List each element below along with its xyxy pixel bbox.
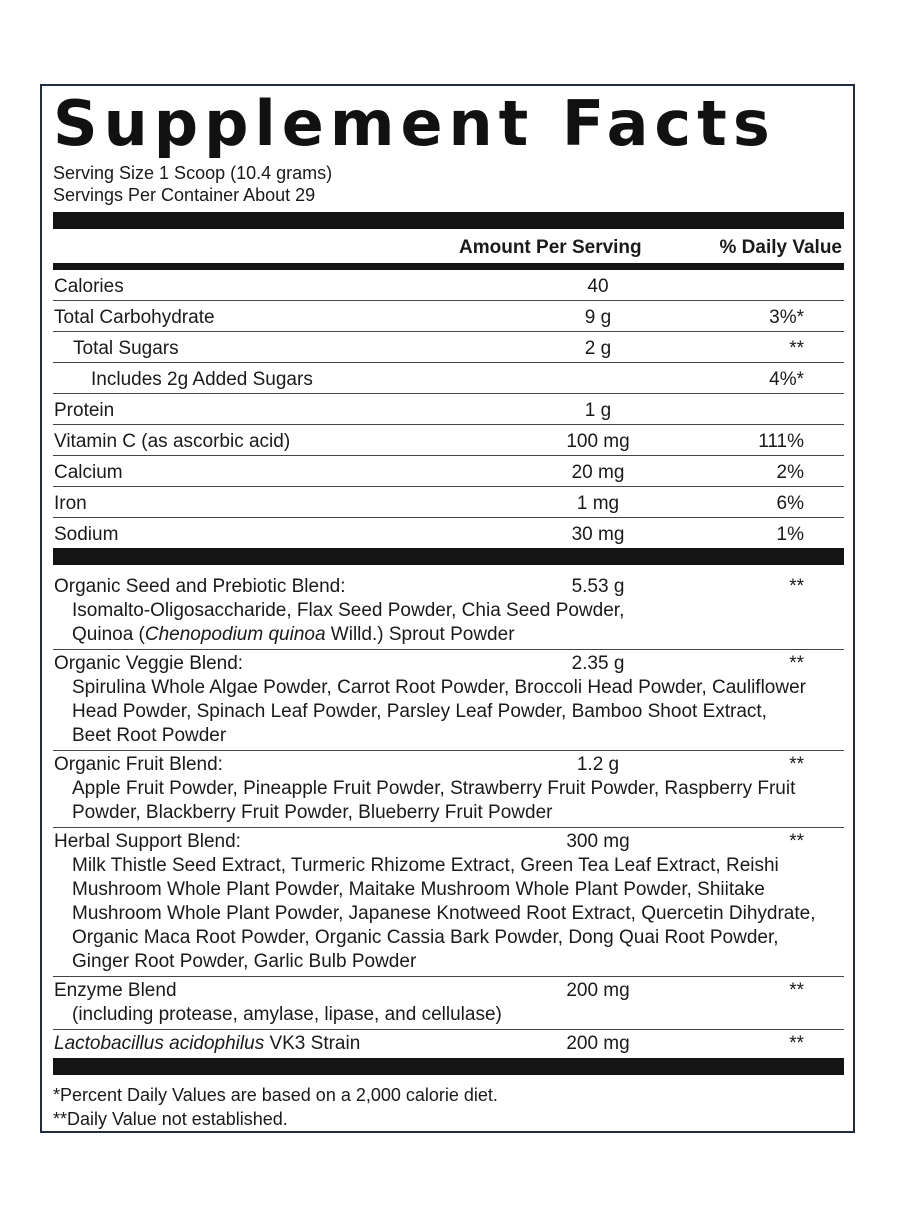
footnote-not-established: **Daily Value not established.	[53, 1109, 288, 1129]
serving-info	[53, 162, 844, 206]
blend-ingredients-line: Mushroom Whole Plant Powder, Japanese Knotweed Root Extract, Quercetin Dihydrate,	[72, 903, 816, 924]
blend-amount: 300 mg	[566, 831, 630, 852]
blend-name: Organic Fruit Blend:	[54, 754, 223, 775]
blend-name: Organic Veggie Blend:	[54, 653, 244, 674]
nutrient-amount: 30 mg	[571, 524, 625, 545]
nutrient-daily-value: **	[789, 338, 804, 359]
supplement-facts-panel	[40, 84, 855, 1133]
blend-ingredients-line: Powder, Blackberry Fruit Powder, Blueberry Fruit Powder	[72, 802, 553, 823]
blend-row-lactobacillus	[53, 1030, 844, 1058]
blend-ingredients-line: (including protease, amylase, lipase, and cellulase)	[72, 1004, 502, 1025]
nutrient-label: Sodium	[54, 524, 119, 545]
blend-daily-value: **	[789, 980, 804, 1001]
nutrient-amount: 9 g	[584, 307, 612, 328]
blend-name: Herbal Support Blend:	[54, 831, 241, 852]
footnotes	[53, 1075, 844, 1131]
blend-name	[53, 1032, 844, 1056]
nutrient-row-vitamin-c	[53, 425, 844, 456]
blend-amount: 1.2 g	[576, 754, 620, 775]
nutrient-daily-value: 2%	[776, 462, 804, 483]
blend-ingredients-line: Head Powder, Spinach Leaf Powder, Parsley Leaf Powder, Bamboo Shoot Extract,	[72, 701, 767, 722]
nutrient-label: Total Sugars	[73, 338, 179, 359]
medium-divider	[53, 263, 844, 270]
blend-name: Organic Seed and Prebiotic Blend:	[54, 576, 346, 597]
nutrient-label: Calcium	[54, 462, 123, 483]
nutrient-daily-value: 3%*	[769, 307, 804, 328]
nutrient-label: Includes 2g Added Sugars	[91, 369, 313, 390]
blend-ingredients-line: Spirulina Whole Algae Powder, Carrot Root Powder, Broccoli Head Powder, Cauliflower	[72, 677, 806, 698]
nutrient-amount: 2 g	[584, 338, 612, 359]
blend-daily-value: **	[789, 1033, 804, 1054]
panel-content	[53, 86, 844, 1131]
blend-ingredients-line: Beet Root Powder	[72, 725, 227, 746]
blend-row-fruit	[53, 751, 844, 828]
nutrient-amount: 100 mg	[566, 431, 630, 452]
nutrient-daily-value: 6%	[776, 493, 804, 514]
thick-divider	[53, 212, 844, 229]
nutrient-row-iron	[53, 487, 844, 518]
blend-ingredients-line: Organic Maca Root Powder, Organic Cassia Bark Powder, Dong Quai Root Powder,	[72, 927, 779, 948]
blend-daily-value: **	[789, 831, 804, 852]
blend-ingredients-line: Milk Thistle Seed Extract, Turmeric Rhizome Extract, Green Tea Leaf Extract, Reishi	[72, 855, 779, 876]
blend-ingredients-line: Apple Fruit Powder, Pineapple Fruit Powder, Strawberry Fruit Powder, Raspberry Fruit	[72, 778, 796, 799]
nutrient-row-calories	[53, 270, 844, 301]
ingredient-text: Quinoa (	[72, 624, 145, 645]
nutrient-amount: 20 mg	[571, 462, 625, 483]
serving-size: Serving Size 1 Scoop (10.4 grams)	[53, 163, 333, 183]
blend-ingredients-line: Mushroom Whole Plant Powder, Maitake Mushroom Whole Plant Powder, Shiitake	[72, 879, 765, 900]
latin-species-name: Lactobacillus acidophilus	[54, 1033, 265, 1054]
blend-amount: 5.53 g	[571, 576, 625, 597]
column-header	[53, 229, 844, 263]
blend-daily-value: **	[789, 754, 804, 775]
strain-name: VK3 Strain	[264, 1033, 361, 1054]
blend-amount: 2.35 g	[571, 653, 625, 674]
blend-row-enzyme	[53, 977, 844, 1030]
nutrient-label: Iron	[54, 493, 87, 514]
nutrient-daily-value: 4%*	[769, 369, 804, 390]
nutrient-label: Vitamin C (as ascorbic acid)	[54, 431, 291, 452]
blend-amount: 200 mg	[566, 1033, 630, 1054]
ingredient-text: Willd.) Sprout Powder	[325, 624, 515, 645]
thick-divider	[53, 1058, 844, 1075]
blend-ingredients-line: Isomalto-Oligosaccharide, Flax Seed Powder, Chia Seed Powder,	[72, 600, 625, 621]
footnote-percent-daily: *Percent Daily Values are based on a 2,000 calorie diet.	[53, 1085, 498, 1105]
nutrient-amount: 40	[587, 276, 609, 297]
nutrient-amount: 1 g	[584, 400, 612, 421]
thick-divider	[53, 548, 844, 565]
servings-per-container: Servings Per Container About 29	[53, 185, 316, 205]
nutrient-amount: 1 mg	[576, 493, 620, 514]
blend-table	[53, 573, 844, 1058]
panel-title: Supplement Facts	[53, 87, 776, 160]
blend-row-herbal	[53, 828, 844, 977]
blend-ingredients-line	[53, 623, 844, 647]
daily-value-header: % Daily Value	[719, 237, 842, 258]
nutrient-row-calcium	[53, 456, 844, 487]
blend-ingredients-line: Ginger Root Powder, Garlic Bulb Powder	[72, 951, 417, 972]
nutrient-daily-value: 111%	[758, 431, 804, 452]
nutrient-row-sodium	[53, 518, 844, 548]
nutrient-row-total-carbohydrate	[53, 301, 844, 332]
blend-row-seed-prebiotic	[53, 573, 844, 650]
nutrient-table	[53, 270, 844, 548]
nutrient-row-total-sugars	[53, 332, 844, 363]
amount-per-serving-header: Amount Per Serving	[459, 237, 642, 258]
blend-amount: 200 mg	[566, 980, 630, 1001]
nutrient-label: Protein	[54, 400, 115, 421]
blend-daily-value: **	[789, 576, 804, 597]
nutrient-daily-value: 1%	[776, 524, 804, 545]
blend-daily-value: **	[789, 653, 804, 674]
latin-species-name: Chenopodium quinoa	[144, 624, 326, 645]
nutrient-label: Calories	[54, 276, 124, 297]
blend-name: Enzyme Blend	[54, 980, 177, 1001]
nutrient-row-protein	[53, 394, 844, 425]
blend-row-veggie	[53, 650, 844, 751]
nutrient-label: Total Carbohydrate	[54, 307, 215, 328]
nutrient-row-added-sugars	[53, 363, 844, 394]
